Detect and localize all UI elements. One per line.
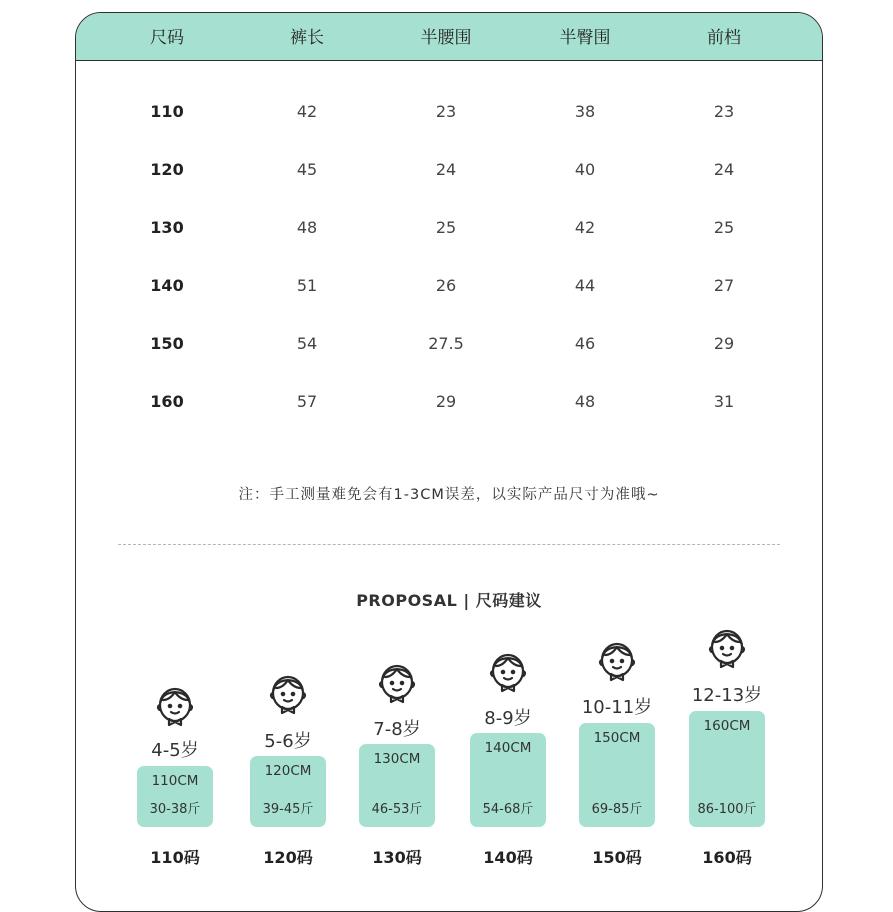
table-header bbox=[76, 13, 822, 61]
age-label: 7-8岁 bbox=[373, 719, 421, 740]
size-box bbox=[689, 711, 765, 827]
measure-cell: 29 bbox=[435, 392, 457, 411]
size-cell: 140 bbox=[150, 276, 184, 295]
header-front-rise: 前档 bbox=[707, 28, 741, 48]
size-box bbox=[579, 723, 655, 827]
weight-label: 69-85斤 bbox=[591, 802, 643, 817]
height-label: 140CM bbox=[484, 740, 532, 756]
measure-cell: 48 bbox=[574, 392, 596, 411]
measure-cell: 42 bbox=[296, 102, 318, 121]
measure-cell: 27 bbox=[713, 276, 735, 295]
measure-cell: 51 bbox=[296, 276, 318, 295]
size-cell: 160 bbox=[150, 392, 184, 411]
measurement-note: 注：手工测量难免会有1-3CM误差，以实际产品尺寸为准哦~ bbox=[238, 487, 660, 503]
measure-cell: 31 bbox=[713, 392, 735, 411]
size-code: 110码 bbox=[150, 848, 200, 867]
size-code: 120码 bbox=[263, 848, 313, 867]
weight-label: 46-53斤 bbox=[371, 802, 423, 817]
age-label: 8-9岁 bbox=[484, 708, 532, 729]
measure-cell: 54 bbox=[296, 334, 318, 353]
measure-cell: 24 bbox=[435, 160, 457, 179]
measure-cell: 25 bbox=[713, 218, 735, 237]
measure-cell: 40 bbox=[574, 160, 596, 179]
header-size: 尺码 bbox=[150, 28, 184, 48]
measure-cell: 38 bbox=[574, 102, 596, 121]
dashed-divider bbox=[118, 544, 780, 545]
kid-face-icon bbox=[151, 681, 199, 733]
measure-cell: 27.5 bbox=[428, 334, 464, 353]
measure-cell: 24 bbox=[713, 160, 735, 179]
kid-face-icon bbox=[373, 658, 421, 710]
age-label: 4-5岁 bbox=[151, 740, 199, 761]
height-label: 110CM bbox=[151, 773, 199, 789]
header-half-hip: 半臀围 bbox=[559, 28, 611, 48]
size-cell: 130 bbox=[150, 218, 184, 237]
measure-cell: 48 bbox=[296, 218, 318, 237]
weight-label: 54-68斤 bbox=[482, 802, 534, 817]
height-label: 120CM bbox=[264, 763, 312, 779]
measure-cell: 23 bbox=[435, 102, 457, 121]
size-box bbox=[137, 766, 213, 827]
size-cell: 150 bbox=[150, 334, 184, 353]
measure-cell: 44 bbox=[574, 276, 596, 295]
size-box bbox=[250, 756, 326, 827]
measure-cell: 25 bbox=[435, 218, 457, 237]
height-label: 130CM bbox=[373, 751, 421, 767]
measure-cell: 42 bbox=[574, 218, 596, 237]
weight-label: 86-100斤 bbox=[697, 802, 757, 817]
size-code: 160码 bbox=[702, 848, 752, 867]
size-chart-card bbox=[75, 12, 823, 912]
size-code: 140码 bbox=[483, 848, 533, 867]
measure-cell: 26 bbox=[435, 276, 457, 295]
measure-cell: 29 bbox=[713, 334, 735, 353]
kid-face-icon bbox=[264, 669, 312, 721]
size-code: 130码 bbox=[372, 848, 422, 867]
age-label: 10-11岁 bbox=[581, 697, 653, 718]
proposal-title: PROPOSAL | 尺码建议 bbox=[356, 591, 542, 610]
kid-face-icon bbox=[484, 647, 532, 699]
measure-cell: 45 bbox=[296, 160, 318, 179]
header-pants-length: 裤长 bbox=[290, 28, 324, 48]
kid-face-icon bbox=[703, 623, 751, 675]
size-cell: 110 bbox=[150, 102, 184, 121]
measure-cell: 57 bbox=[296, 392, 318, 411]
measure-cell: 23 bbox=[713, 102, 735, 121]
weight-label: 30-38斤 bbox=[149, 802, 201, 817]
age-label: 5-6岁 bbox=[264, 731, 312, 752]
weight-label: 39-45斤 bbox=[262, 802, 314, 817]
size-cell: 120 bbox=[150, 160, 184, 179]
size-code: 150码 bbox=[592, 848, 642, 867]
height-label: 160CM bbox=[703, 718, 751, 734]
measure-cell: 46 bbox=[574, 334, 596, 353]
size-box bbox=[359, 744, 435, 827]
size-box bbox=[470, 733, 546, 827]
age-label: 12-13岁 bbox=[691, 685, 763, 706]
kid-face-icon bbox=[593, 636, 641, 688]
header-half-waist: 半腰围 bbox=[420, 28, 472, 48]
height-label: 150CM bbox=[593, 730, 641, 746]
